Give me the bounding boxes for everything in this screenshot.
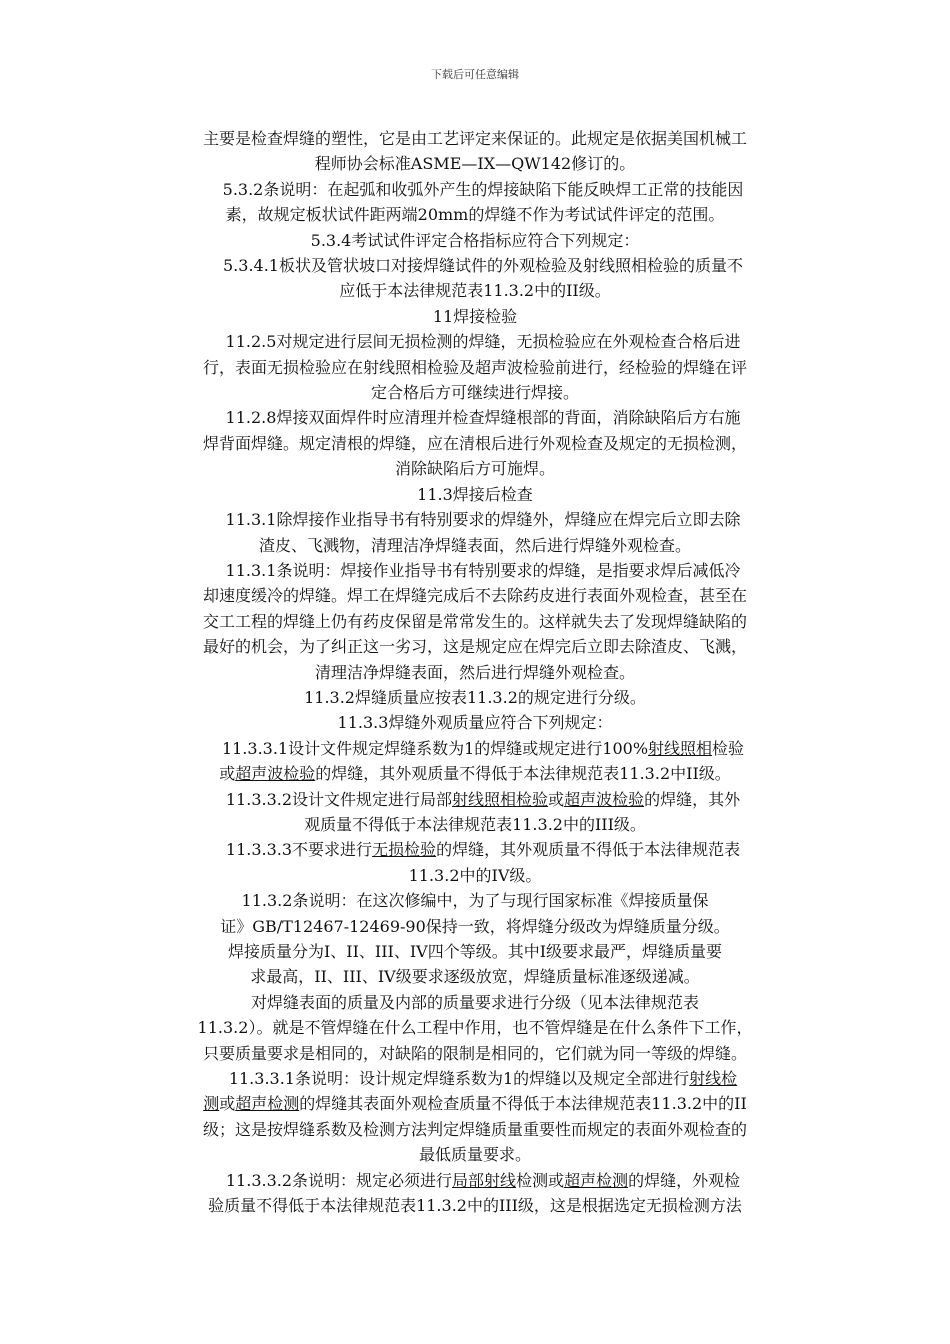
text-line: [148, 710, 802, 735]
text-line: [148, 151, 802, 176]
text-line: [148, 456, 802, 481]
text-line: [148, 787, 802, 812]
text-line: [148, 634, 802, 659]
text-run: 11.3.2）。就是不管焊缝在什么工程中作用，也不管焊缝是在什么条件下工作，: [197, 1018, 753, 1038]
text-run: 主要是检查焊缝的塑性，它是由工艺评定来保证的。此规定是依据美国机械工: [202, 129, 747, 148]
page-header: 下载后可任意编辑: [431, 68, 519, 81]
text-run: 最好的机会，为了纠正这一劣习，这是规定应在焊完后立即去除渣皮、飞溅，: [202, 637, 747, 657]
text-line: [148, 964, 802, 989]
text-run: 或: [548, 789, 565, 809]
text-run: 11.3.1条说明：焊接作业指导书有特别要求的焊缝，是指要求焊后减低冷: [209, 560, 741, 580]
text-run: 最低质量要求。: [418, 1145, 531, 1165]
text-run: 5.3.4考试试件评定合格指标应符合下列规定：: [310, 230, 640, 250]
text-line: [148, 533, 802, 558]
text-run: 焊背面焊缝。规定清根的焊缝，应在清根后进行外观检查及规定的无损检测，: [202, 433, 747, 453]
text-line: [148, 1193, 802, 1218]
text-run: 的焊缝，外观检: [628, 1170, 741, 1190]
text-line: [148, 507, 802, 532]
text-run: 定合格后方可继续进行焊接。: [370, 383, 579, 403]
text-line: [148, 583, 802, 608]
text-line: [148, 1066, 802, 1091]
text-run: 应低于本法律规范表11.3.2中的II级。: [339, 281, 611, 301]
text-run: 5.3.4.1板状及管状坡口对接焊缝试件的外观检验及射线照相检验的质量不: [207, 256, 743, 276]
text-run: 交工工程的焊缝上仍有药皮保留是常常发生的。这样就失去了发现焊缝缺陷的: [202, 611, 747, 631]
text-line: [148, 431, 802, 456]
document-body: [148, 126, 802, 1218]
text-line: [148, 660, 802, 685]
text-line: [148, 888, 802, 913]
text-run: 渣皮、飞溅物，清理洁净焊缝表面，然后进行焊缝外观检查。: [258, 535, 691, 555]
text-run: 的焊缝，其外观质量不得低于本法律规范表: [436, 840, 741, 860]
text-line: [148, 329, 802, 354]
text-run: 级；这是按焊缝系数及检测方法判定焊缝质量重要性而规定的表面外观检查的: [202, 1119, 747, 1139]
text-line: [148, 228, 802, 253]
text-run: 11.3.3焊缝外观质量应符合下列规定：: [337, 713, 613, 733]
text-run: 却速度缓冷的焊缝。焊工在焊缝完成后不去除药皮进行表面外观检查，甚至在: [202, 586, 747, 606]
text-line: [148, 278, 802, 303]
text-line: [148, 736, 802, 761]
text-run: 证》GB/T12467-12469-90保持一致，将焊缝分级改为焊缝质量分级。: [220, 916, 730, 936]
text-line: [148, 914, 802, 939]
text-run: 11.3.3.1设计文件规定焊缝系数为1的焊缝或规定进行100%: [205, 738, 649, 758]
underlined-term: 超声波检验: [564, 789, 645, 809]
text-line: [148, 177, 802, 202]
underlined-term: 超声检测: [235, 1094, 300, 1114]
text-run: 11.2.5对规定进行层间无损检测的焊缝，无损检验应在外观检查合格后进: [209, 332, 741, 352]
text-run: 或: [219, 1094, 236, 1114]
text-run: 11.3.2中的IV级。: [408, 865, 542, 885]
text-run: 11.3.2焊缝质量应按表11.3.2的规定进行分级。: [304, 687, 646, 707]
text-line: [148, 1117, 802, 1142]
text-run: 焊接质量分为I、II、III、IV四个等级。其中I级要求最严，焊缝质量要: [227, 942, 723, 961]
text-run: 或: [219, 764, 236, 784]
text-run: 11.2.8焊接双面焊件时应清理并检查焊缝根部的背面，消除缺陷后方右施: [209, 408, 741, 428]
text-line: [148, 482, 802, 507]
text-line: [148, 863, 802, 888]
underlined-term: 测: [203, 1094, 220, 1114]
text-line: [148, 939, 802, 964]
text-run: 消除缺陷后方可施焊。: [394, 459, 555, 479]
text-run: 11焊接检验: [432, 306, 518, 326]
text-line: [148, 812, 802, 837]
text-run: 清理洁净焊缝表面，然后进行焊缝外观检查。: [314, 662, 635, 682]
text-line: [148, 1091, 802, 1116]
text-run: 11.3.3.2设计文件规定进行局部: [209, 789, 453, 809]
text-line: [148, 1015, 802, 1040]
text-run: 程师协会标准ASME—IX—QW142修订的。: [314, 154, 636, 174]
underlined-term: 无损检验: [372, 840, 437, 860]
text-run: 的焊缝，其外: [644, 789, 741, 809]
text-run: 5.3.2条说明：在起弧和收弧外产生的焊接缺陷下能反映焊工正常的技能因: [206, 179, 744, 199]
underlined-term: 射线照相: [648, 738, 713, 758]
text-line: [148, 1041, 802, 1066]
underlined-term: 超声检测: [564, 1170, 629, 1190]
text-run: 11.3.1除焊接作业指导书有特别要求的焊缝外，焊缝应在焊完后立即去除: [209, 510, 741, 530]
text-run: 素，故规定板状试件距两端20mm的焊缝不作为考试试件评定的范围。: [225, 205, 725, 225]
text-line: [148, 405, 802, 430]
text-run: 检测或: [516, 1170, 565, 1190]
text-run: 观质量不得低于本法律规范表11.3.2中的III级。: [304, 814, 646, 834]
text-run: 11.3焊接后检查: [417, 484, 533, 504]
text-run: 的焊缝，其外观质量不得低于本法律规范表11.3.2中II级。: [315, 764, 731, 784]
underlined-term: 射线检: [689, 1069, 738, 1089]
text-run: 11.3.3.3不要求进行: [209, 840, 373, 860]
text-run: 求最高，II、III、IV级要求逐级放宽，焊缝质量标准逐级递减。: [250, 967, 700, 987]
underlined-term: 超声波检验: [235, 764, 316, 784]
underlined-term: 射线照相检验: [452, 789, 549, 809]
text-line: [148, 126, 802, 151]
text-line: [148, 202, 802, 227]
text-run: 11.3.3.2条说明：规定必须进行: [209, 1170, 453, 1190]
underlined-term: 局部射线: [452, 1170, 517, 1190]
text-run: 的焊缝其表面外观检查质量不得低于本法律规范表11.3.2中的II: [299, 1094, 747, 1114]
text-line: [148, 304, 802, 329]
text-run: 11.3.2条说明：在这次修编中，为了与现行国家标准《焊接质量保: [241, 891, 709, 911]
text-run: 行，表面无损检验应在射线照相检验及超声波检验前进行，经检验的焊缝在评: [202, 357, 747, 377]
text-line: [148, 380, 802, 405]
text-line: [148, 609, 802, 634]
text-run: 只要质量要求是相同的，对缺陷的限制是相同的，它们就为同一等级的焊缝。: [202, 1043, 747, 1063]
text-run: 对焊缝表面的质量及内部的质量要求进行分级（见本法律规范表: [250, 992, 699, 1012]
text-line: [148, 685, 802, 710]
text-run: 11.3.3.1条说明：设计规定焊缝系数为1的焊缝以及规定全部进行: [212, 1069, 690, 1089]
text-line: [148, 761, 802, 786]
text-line: [148, 355, 802, 380]
text-line: [148, 1142, 802, 1167]
text-line: [148, 253, 802, 278]
text-line: [148, 1168, 802, 1193]
text-line: [148, 990, 802, 1015]
text-line: [148, 837, 802, 862]
text-run: 检验: [712, 738, 745, 758]
text-run: 验质量不得低于本法律规范表11.3.2中的III级，这是根据选定无损检测方法: [208, 1196, 742, 1216]
text-line: [148, 558, 802, 583]
